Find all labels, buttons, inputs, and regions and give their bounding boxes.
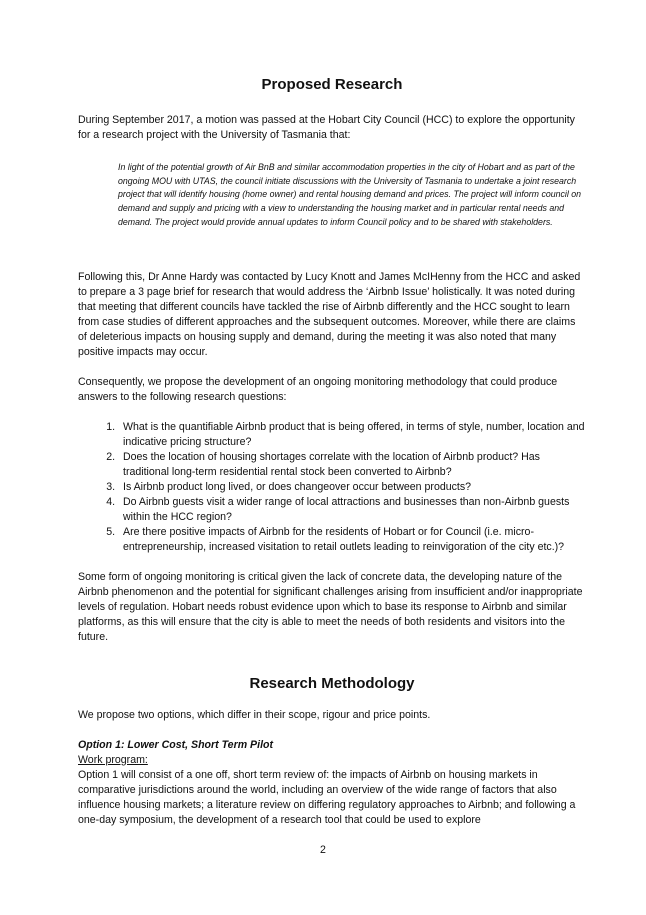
research-question: 2. Does the location of housing shortages correlate with the location of Airbnb product? Has traditional long-term residential rental stock been converted to Airbnb? <box>118 450 586 480</box>
consequently-paragraph: Consequently, we propose the development of an ongoing monitoring methodology that could produce answers to the following research questions: <box>78 375 558 403</box>
research-question: 4. Do Airbnb guests visit a wider range of local attractions and businesses than non-Airbnb guests within the HCC region? <box>118 495 586 525</box>
heading-proposed-research: Proposed Research <box>261 76 403 93</box>
heading-research-methodology: Research Methodology <box>249 674 415 692</box>
research-question: 5. Are there positive impacts of Airbnb for the residents of Hobart or for Council (i.e. micro-entrepreneurship, increased visitation to retail outlets leading to reinvigoration of the city etc.)? <box>118 525 586 555</box>
intro-paragraph: During September 2017, a motion was passed at the Hobart City Council (HCC) to explore the opportunity for a research project with the University of Tasmania that: <box>78 114 575 141</box>
option1-paragraph: Option 1 will consist of a one off, short term review of: the impacts of Airbnb on housing markets in comparative jurisdictions around the world, including an overview of the wide range of factors that also influence housing markets; a literature review on differing regulatory approaches to Airbnb; and following a one-day symposium, the development of a research tool that could be used to explore <box>78 768 576 826</box>
options-paragraph: We propose two options, which differ in their scope, rigour and price points. <box>78 708 431 721</box>
research-question: 1. What is the quantifiable Airbnb product that is being offered, in terms of style, number, location and indicative pricing structure? <box>118 420 586 450</box>
option1-title: Option 1: Lower Cost, Short Term Pilot <box>78 738 274 751</box>
page-number: 2 <box>320 844 326 856</box>
following-paragraph: Following this, Dr Anne Hardy was contacted by Lucy Knott and James McIHenny from the HCC and asked to prepare a 3 page brief for research that would address the ‘Airbnb Issue’ holistically. It was noted during that meeting that different councils have tackled the rise of Airbnb differently and the HCC sought to learn from case studies of different approaches and the subsequent outcomes. Moreover, while there are claims of deleterious impacts on housing supply and demand, during the meeting it was also noted that many positive impacts may occur. <box>78 270 581 358</box>
research-question: 3. Is Airbnb product long lived, or does changeover occur between products? <box>118 480 586 495</box>
motion-quote: In light of the potential growth of Air BnB and similar accommodation properties in the city of Hobart and as part of the ongoing MOU with UTAS, the council initiate discussions with the University of Tasmania to undertake a joint research project that will identify housing (home owner) and rental housing demand and prices. The project will inform council on demand and supply and pricing with a view to understanding the housing market and in particular rental needs and demand. The project would provide annual updates to inform Council policy and to be shared with stakeholders. <box>118 162 582 227</box>
work-program-label: Work program: <box>78 753 148 766</box>
research-questions-list <box>78 420 586 555</box>
monitoring-paragraph: Some form of ongoing monitoring is critical given the lack of concrete data, the developing nature of the Airbnb phenomenon and the potential for significant challenges arising from insufficient and/or inappropriate levels of regulation. Hobart needs robust evidence upon which to base its response to Airbnb and similar platforms, as this will ensure that the city is able to meet the needs of both residents and visitors into the future. <box>78 570 583 643</box>
